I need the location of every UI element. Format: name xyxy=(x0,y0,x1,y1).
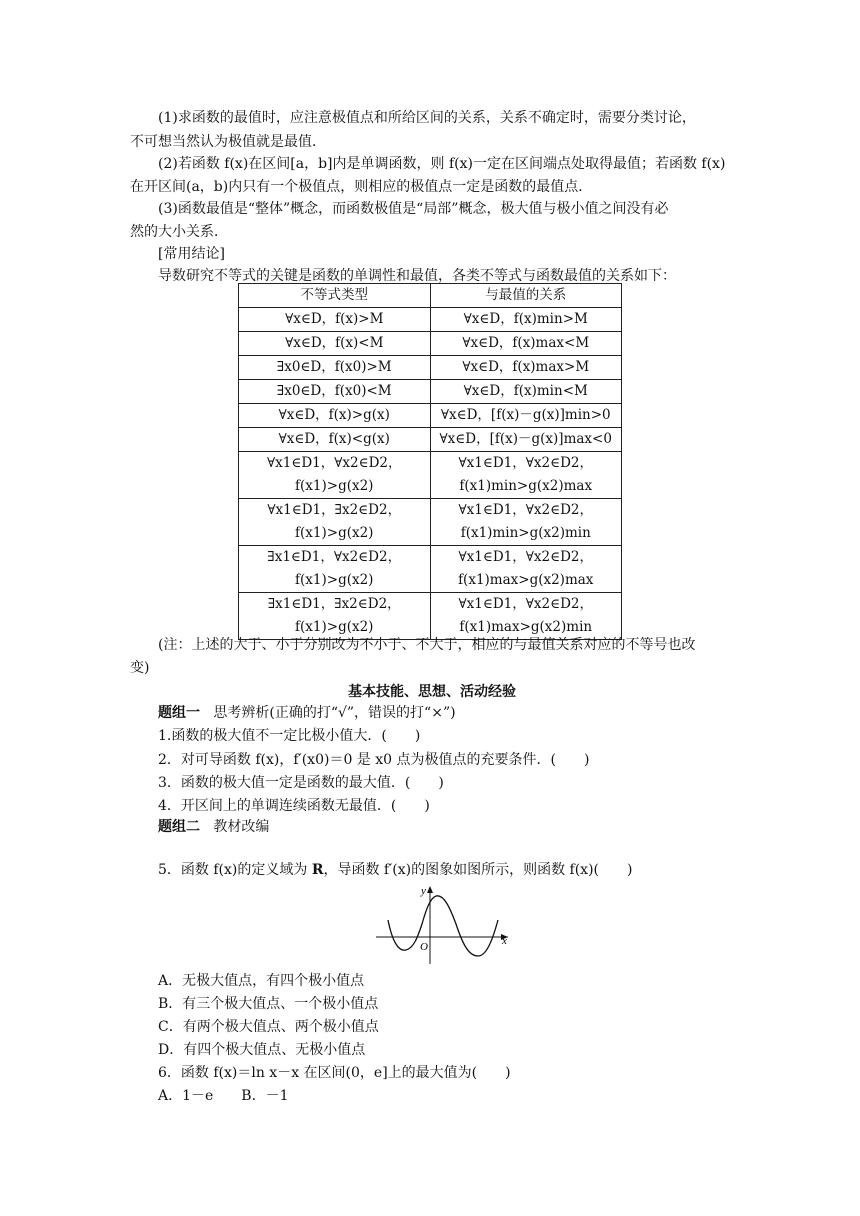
cell-relation xyxy=(430,452,622,499)
table-row xyxy=(239,380,622,404)
section-title-basic-skills: 基本技能、思想、活动经验 xyxy=(348,684,516,700)
cell-line: ∀x∈D，f(x)<M xyxy=(285,335,384,351)
cell-relation xyxy=(430,380,622,404)
group-2-label: 题组二 xyxy=(158,819,200,835)
cell-inequality xyxy=(239,308,431,332)
cell-line: ∀x1∈D1，∀x2∈D2， xyxy=(458,455,593,471)
table-row xyxy=(239,404,622,428)
cell-line: ∃x1∈D1，∀x2∈D2， xyxy=(267,549,402,565)
question-4: 4．开区间上的单调连续函数无最值．( ) xyxy=(158,798,430,814)
cell-line: ∀x∈D，f(x)min>M xyxy=(463,311,588,327)
cell-relation xyxy=(430,356,622,380)
table-row xyxy=(239,332,622,356)
cell-line: ∀x1∈D1，∀x2∈D2， xyxy=(458,502,593,518)
origin-label: O xyxy=(420,941,428,953)
table-header-row xyxy=(239,284,622,308)
cell-line: ∃x0∈D，f(x0)>M xyxy=(276,359,392,375)
table-note-line-2: 变) xyxy=(130,660,150,676)
cell-line: ∃x0∈D，f(x0)<M xyxy=(276,383,392,399)
cell-relation xyxy=(430,308,622,332)
cell-inequality xyxy=(239,428,431,452)
cell-line: f(x1)>g(x2) xyxy=(295,525,374,541)
question-5-stem: 5．函数 f(x)的定义域为 R，导函数 f′(x)的图象如图所示，则函数 f(x)( ) xyxy=(158,862,633,878)
cell-inequality xyxy=(239,452,431,499)
y-axis-arrow-icon xyxy=(427,886,433,893)
group-1-heading xyxy=(158,701,734,725)
note-3-line-1: (3)函数最值是“整体”概念，而函数极值是“局部”概念，极大值与极小值之间没有必 xyxy=(158,201,669,217)
cell-line: ∀x∈D，[f(x)－g(x)]max<0 xyxy=(439,431,612,447)
cell-line: ∀x∈D，f(x)min<M xyxy=(463,383,588,399)
cell-inequality xyxy=(239,380,431,404)
inequality-table xyxy=(238,283,622,640)
y-axis-label: y xyxy=(421,885,426,897)
question-6-stem: 6．函数 f(x)＝ln x－x 在区间(0，e]上的最大值为( ) xyxy=(158,1065,511,1081)
cell-inequality xyxy=(239,332,431,356)
header-relation-to-extremum: 与最值的关系 xyxy=(430,284,622,308)
cell-line: ∀x∈D，f(x)max<M xyxy=(462,335,590,351)
table-row xyxy=(239,356,622,380)
table-row xyxy=(239,546,622,593)
question-6-options: A．1－e B．－1 xyxy=(158,1088,289,1104)
question-3: 3．函数的极大值一定是函数的最大值．( ) xyxy=(158,775,444,791)
cell-line: ∀x∈D，f(x)>M xyxy=(285,311,384,327)
cell-line: f(x1)min>g(x2)min xyxy=(460,525,591,541)
cell-line: ∀x∈D，f(x)<g(x) xyxy=(278,431,390,447)
cell-inequality xyxy=(239,499,431,546)
cell-line: f(x1)>g(x2) xyxy=(295,619,374,635)
derivative-graph-figure xyxy=(370,880,520,970)
cell-line: ∀x∈D，[f(x)－g(x)]min>0 xyxy=(440,407,611,423)
cell-inequality xyxy=(239,404,431,428)
option-5c: C．有两个极大值点、两个极小值点 xyxy=(158,1019,379,1035)
note-1-line-2: 不可想当然认为极值就是最值． xyxy=(130,134,326,150)
cell-relation xyxy=(430,404,622,428)
table-row xyxy=(239,452,622,499)
note-1-line-1: (1)求函数的最值时，应注意极值点和所给区间的关系，关系不确定时，需要分类讨论， xyxy=(158,110,696,126)
group-2-heading xyxy=(158,815,734,839)
cell-line: ∃x1∈D1，∃x2∈D2， xyxy=(267,596,401,612)
table-row xyxy=(239,428,622,452)
cell-line: f(x1)max>g(x2)min xyxy=(459,619,593,635)
cell-line: f(x1)max>g(x2)max xyxy=(458,572,594,588)
group-1-title: 思考辨析(正确的打“√”，错误的打“×”) xyxy=(213,705,456,721)
header-inequality-type: 不等式类型 xyxy=(239,284,431,308)
option-5a: A．无极大值点，有四个极小值点 xyxy=(158,973,365,989)
cell-inequality xyxy=(239,546,431,593)
cell-relation xyxy=(430,546,622,593)
question-1: 1.函数的极大值不一定比极小值大．( ) xyxy=(158,728,421,744)
cell-line: ∀x∈D，f(x)max>M xyxy=(462,359,590,375)
cell-line: ∀x1∈D1，∀x2∈D2， xyxy=(266,455,402,471)
option-5b: B．有三个极大值点、一个极小值点 xyxy=(158,996,379,1012)
group-1-label: 题组一 xyxy=(158,705,200,721)
cell-line: f(x1)min>g(x2)max xyxy=(459,478,593,494)
cell-relation xyxy=(430,332,622,356)
cell-line: f(x1)>g(x2) xyxy=(295,572,374,588)
question-2: 2．对可导函数 f(x)，f′(x0)＝0 是 x0 点为极值点的充要条件．( ) xyxy=(158,752,590,768)
cell-relation xyxy=(430,428,622,452)
reals-symbol: R xyxy=(311,862,324,878)
conclusions-intro: 导数研究不等式的关键是函数的单调性和最值，各类不等式与函数最值的关系如下： xyxy=(158,268,676,284)
derivative-curve xyxy=(388,896,498,956)
cell-line: f(x1)>g(x2) xyxy=(295,478,374,494)
cell-line: ∀x1∈D1，∀x2∈D2， xyxy=(458,596,593,612)
cell-relation xyxy=(430,499,622,546)
x-axis-label: x xyxy=(502,935,507,947)
group-2-title: 教材改编 xyxy=(213,819,270,835)
table-note-line-1: (注：上述的大于、小于分别改为不小于、不大于，相应的与最值关系对应的不等号也改 xyxy=(158,637,696,653)
table-row xyxy=(239,499,622,546)
option-5d: D．有四个极大值点、无极小值点 xyxy=(158,1042,366,1058)
cell-line: ∀x1∈D1，∃x2∈D2， xyxy=(267,502,402,518)
section-heading-common-conclusions: [常用结论] xyxy=(158,246,225,262)
note-2-line-2: 在开区间(a，b)内只有一个极值点，则相应的极值点一定是函数的最值点． xyxy=(130,179,593,195)
cell-inequality xyxy=(239,356,431,380)
note-3-line-2: 然的大小关系． xyxy=(130,224,228,240)
cell-line: ∀x∈D，f(x)>g(x) xyxy=(278,407,390,423)
cell-line: ∀x1∈D1，∀x2∈D2， xyxy=(458,549,593,565)
note-2-line-1: (2)若函数 f(x)在区间[a，b]内是单调函数，则 f(x)一定在区间端点处取得最值；若函数 f(x) xyxy=(158,156,726,172)
table-row xyxy=(239,308,622,332)
